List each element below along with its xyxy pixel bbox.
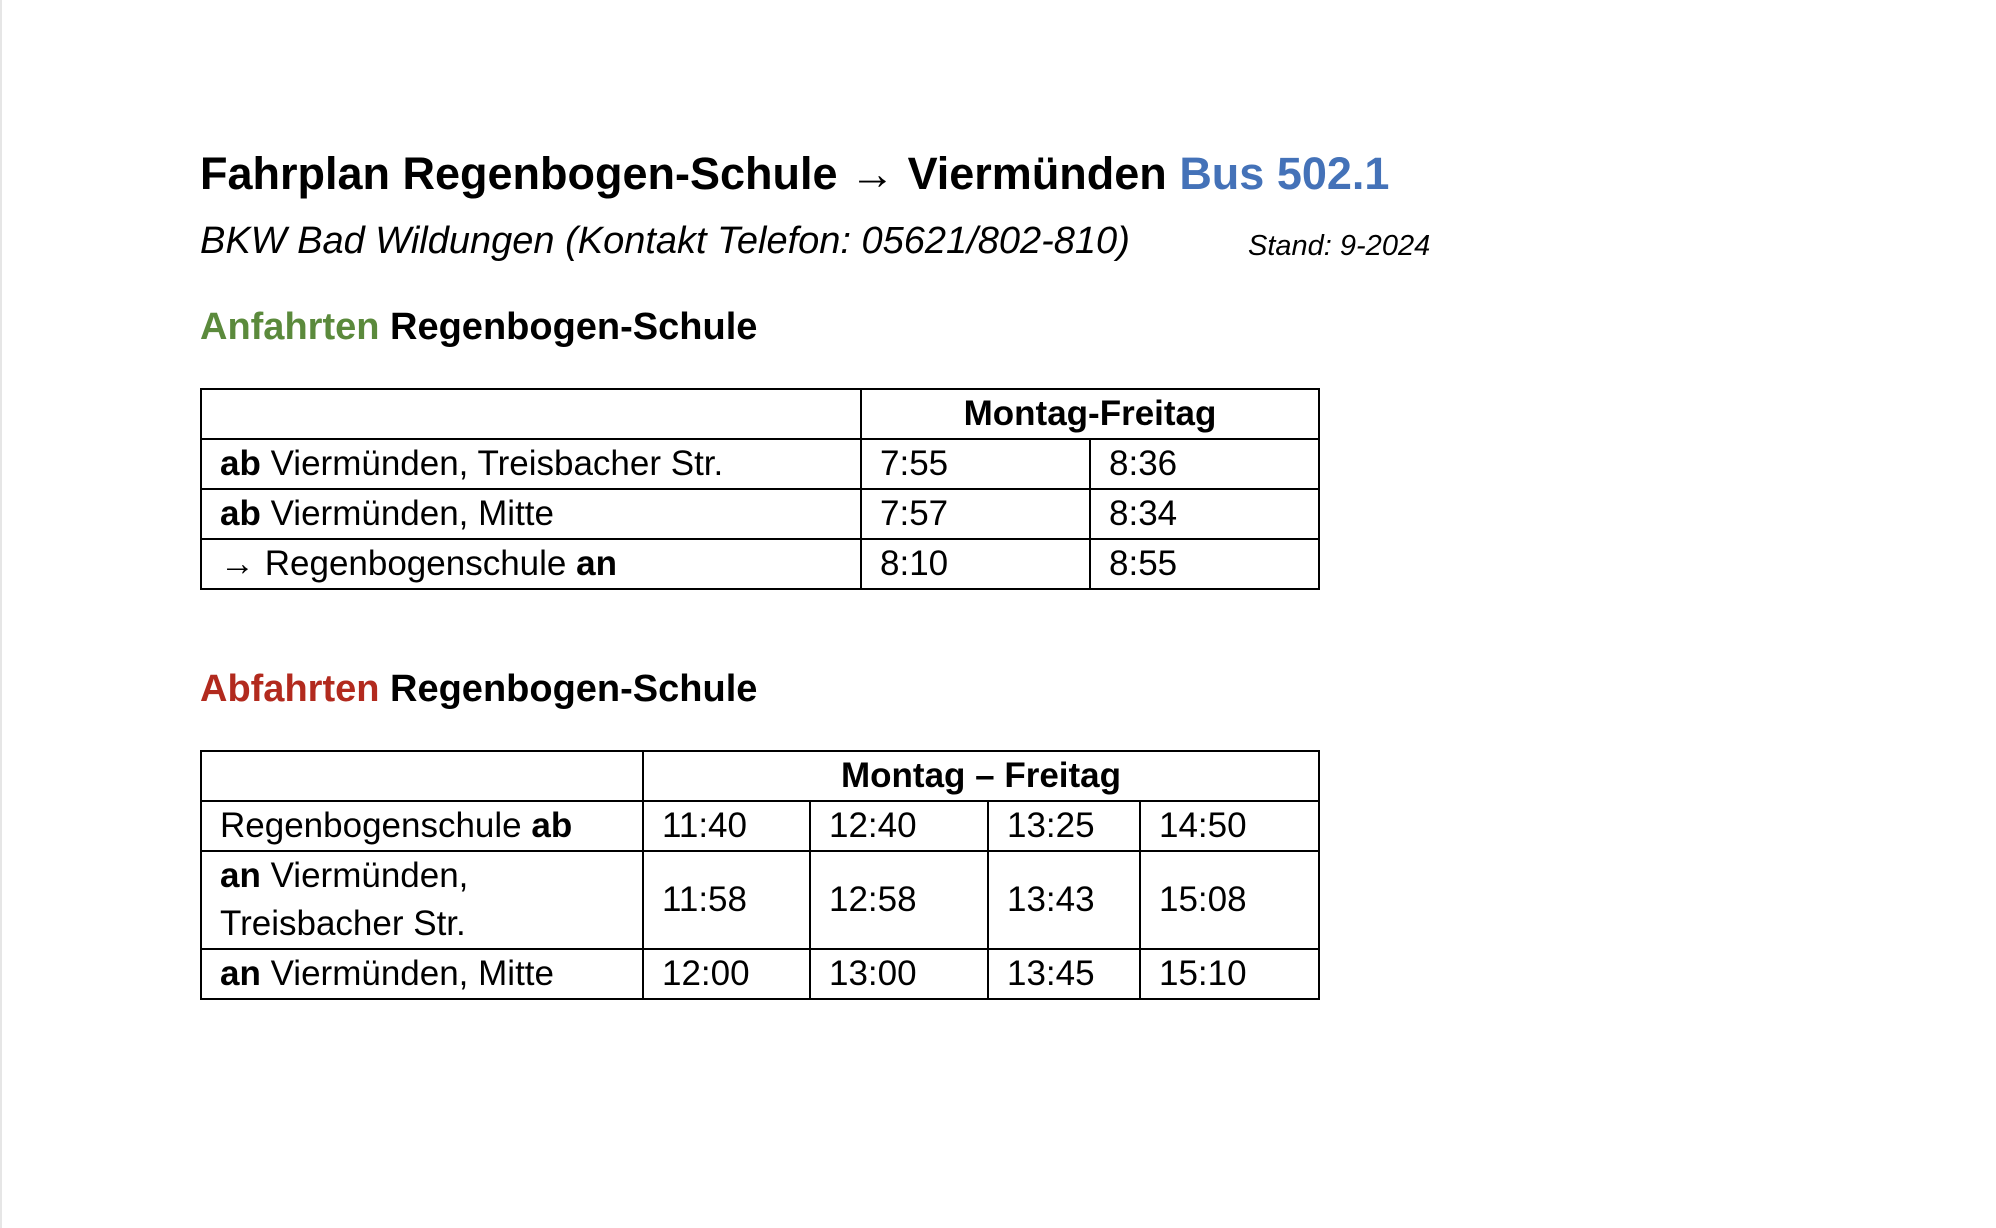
- stop-label-line1: Viermünden,: [270, 856, 469, 895]
- time-cell: 7:55: [861, 439, 1090, 489]
- subtitle-contact: BKW Bad Wildungen (Kontakt Telefon: 05621/802-810): [200, 220, 1130, 262]
- arrow-right-icon: →: [220, 544, 255, 583]
- stop-prefix: an: [220, 856, 261, 895]
- stop-cell: [201, 439, 861, 489]
- time-cell: 12:58: [810, 851, 988, 949]
- departures-heading-colored: Abfahrten: [200, 668, 380, 710]
- time-cell: 7:57: [861, 489, 1090, 539]
- stop-label: Regenbogenschule: [220, 806, 522, 845]
- arrivals-heading-rest: Regenbogen-Schule: [390, 306, 758, 348]
- time-cell: 8:55: [1090, 539, 1319, 589]
- title-main: Fahrplan Regenbogen-Schule → Viermünden: [200, 148, 1167, 199]
- time-cell: 12:40: [810, 801, 988, 851]
- departures-heading: [200, 668, 757, 711]
- page-title: [200, 148, 1389, 200]
- table-row: [201, 801, 1319, 851]
- table-row: [201, 439, 1319, 489]
- stop-label: Viermünden, Mitte: [270, 954, 554, 993]
- stand-date: Stand: 9-2024: [1248, 230, 1431, 262]
- title-bus-number: Bus 502.1: [1179, 148, 1390, 199]
- stop-cell: [201, 801, 643, 851]
- stop-prefix: an: [220, 954, 261, 993]
- time-cell: 13:25: [988, 801, 1140, 851]
- header-empty-cell: [201, 751, 643, 801]
- days-header: Montag – Freitag: [643, 751, 1319, 801]
- stop-prefix: ab: [220, 494, 261, 533]
- time-cell: 8:34: [1090, 489, 1319, 539]
- time-cell: 11:58: [643, 851, 810, 949]
- stop-cell: [201, 949, 643, 999]
- stop-label-line2: Treisbacher Str.: [220, 904, 466, 943]
- stop-cell: [201, 851, 643, 949]
- time-cell: 15:10: [1140, 949, 1319, 999]
- stop-suffix: an: [576, 544, 617, 583]
- stop-cell: [201, 489, 861, 539]
- table-header-row: [201, 751, 1319, 801]
- time-cell: 11:40: [643, 801, 810, 851]
- time-cell: 14:50: [1140, 801, 1319, 851]
- time-cell: 8:10: [861, 539, 1090, 589]
- time-cell: 8:36: [1090, 439, 1319, 489]
- stop-label: Viermünden, Treisbacher Str.: [270, 444, 724, 483]
- stop-cell: [201, 539, 861, 589]
- table-row: [201, 539, 1319, 589]
- table-row: [201, 949, 1319, 999]
- departures-table: [200, 750, 1320, 1000]
- time-cell: 13:43: [988, 851, 1140, 949]
- table-header-row: [201, 389, 1319, 439]
- days-header: Montag-Freitag: [861, 389, 1319, 439]
- stop-label: Viermünden, Mitte: [270, 494, 554, 533]
- arrivals-table: [200, 388, 1320, 590]
- arrivals-heading: [200, 306, 757, 349]
- header-empty-cell: [201, 389, 861, 439]
- time-cell: 13:00: [810, 949, 988, 999]
- stop-prefix: ab: [220, 444, 261, 483]
- table-row: [201, 489, 1319, 539]
- stop-suffix: ab: [531, 806, 573, 845]
- arrivals-heading-colored: Anfahrten: [200, 306, 380, 348]
- time-cell: 12:00: [643, 949, 810, 999]
- departures-heading-rest: Regenbogen-Schule: [390, 668, 758, 710]
- time-cell: 15:08: [1140, 851, 1319, 949]
- table-row: [201, 851, 1319, 949]
- page-edge: [0, 0, 2, 1228]
- stop-label: Regenbogenschule: [264, 544, 567, 583]
- time-cell: 13:45: [988, 949, 1140, 999]
